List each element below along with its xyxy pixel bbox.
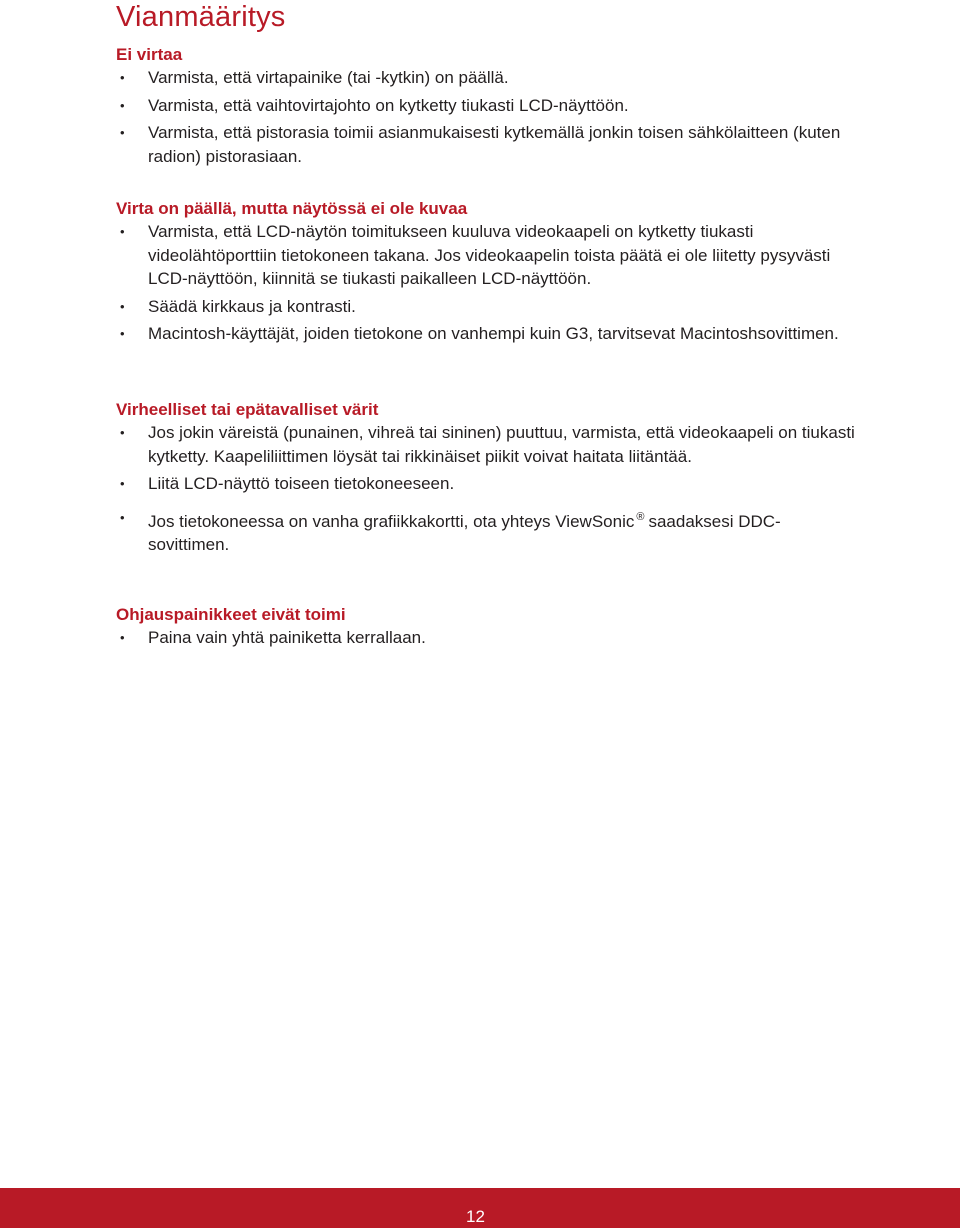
list-item-text: Paina vain yhtä painiketta kerrallaan. xyxy=(148,628,426,647)
list-item-text-start: Jos tietokoneessa on vanha grafiikkakortti, ota yhteys ViewSonic xyxy=(148,511,635,531)
list-item-text: Varmista, että pistorasia toimii asianmukaisesti kytkemällä jonkin toisen sähkölaitteen (kuten radion) pistorasiaan. xyxy=(148,123,841,166)
list-item xyxy=(116,295,856,319)
list-item-text: Säädä kirkkaus ja kontrasti. xyxy=(148,296,356,316)
list-item xyxy=(116,121,856,168)
list-item xyxy=(116,421,856,468)
list-item xyxy=(116,626,856,650)
list-item xyxy=(116,66,856,90)
bullet-icon: • xyxy=(120,476,125,491)
registered-mark: ® xyxy=(636,510,645,523)
list-item-text: Varmista, että LCD-näytön toimitukseen kuuluva videokaapeli on kytketty tiukasti videolähtöporttiin tietokoneen takana. Jos videokaapelin toista päätä ei ole liitetty pysyvästi LCD-näyttöön, kiinnitä se tiukasti paikalleen LCD-näyttöön. xyxy=(148,222,831,288)
list-item xyxy=(116,506,856,557)
bullet-icon: • xyxy=(120,298,125,314)
bullet-icon: • xyxy=(120,224,125,239)
bullet-list xyxy=(116,626,856,650)
list-item-text: Varmista, että vaihtovirtajohto on kytketty tiukasti LCD-näyttöön. xyxy=(148,95,629,115)
list-item-text xyxy=(148,512,781,555)
section-buttons-not-working xyxy=(116,603,856,650)
list-item-text: Macintosh-käyttäjät, joiden tietokone on vanhempi kuin G3, tarvitsevat Macintoshsovittimen. xyxy=(148,324,839,343)
bullet-list xyxy=(116,66,856,168)
bullet-list xyxy=(116,421,856,557)
list-item-text: Varmista, että virtapainike (tai -kytkin) on päällä. xyxy=(148,68,509,87)
page-number: 12 xyxy=(466,1207,485,1226)
section-no-power xyxy=(116,43,856,168)
list-item-text-end: saadaksesi DDC-sovittimen. xyxy=(148,511,781,554)
bullet-icon: • xyxy=(120,125,125,140)
section-heading: Virheelliset tai epätavalliset värit xyxy=(116,400,379,419)
section-heading: Ohjauspainikkeet eivät toimi xyxy=(116,605,346,624)
bullet-icon: • xyxy=(120,425,125,440)
bullet-icon: • xyxy=(120,326,125,341)
section-heading: Ei virtaa xyxy=(116,45,183,64)
list-item xyxy=(116,220,856,291)
list-item xyxy=(116,472,856,496)
bullet-list xyxy=(116,220,856,346)
bullet-icon: • xyxy=(120,70,125,85)
bullet-icon: • xyxy=(120,97,125,113)
list-item xyxy=(116,322,856,346)
list-item xyxy=(116,94,856,118)
section-heading: Virta on päällä, mutta näytössä ei ole kuvaa xyxy=(116,199,468,218)
bullet-icon: • xyxy=(120,509,125,525)
section-wrong-colors xyxy=(116,398,856,557)
list-item-text: Jos jokin väreistä (punainen, vihreä tai sininen) puuttuu, varmista, että videokaapeli on tiukasti kytketty. Kaapeliliittimen löysät tai rikkinäiset piikit voivat haitata liitäntää. xyxy=(148,423,855,466)
page-title: Vianmääritys xyxy=(116,1,286,33)
section-no-picture xyxy=(116,197,856,346)
list-item-text: Liitä LCD-näyttö toiseen tietokoneeseen. xyxy=(148,474,455,493)
bullet-icon: • xyxy=(120,630,125,645)
